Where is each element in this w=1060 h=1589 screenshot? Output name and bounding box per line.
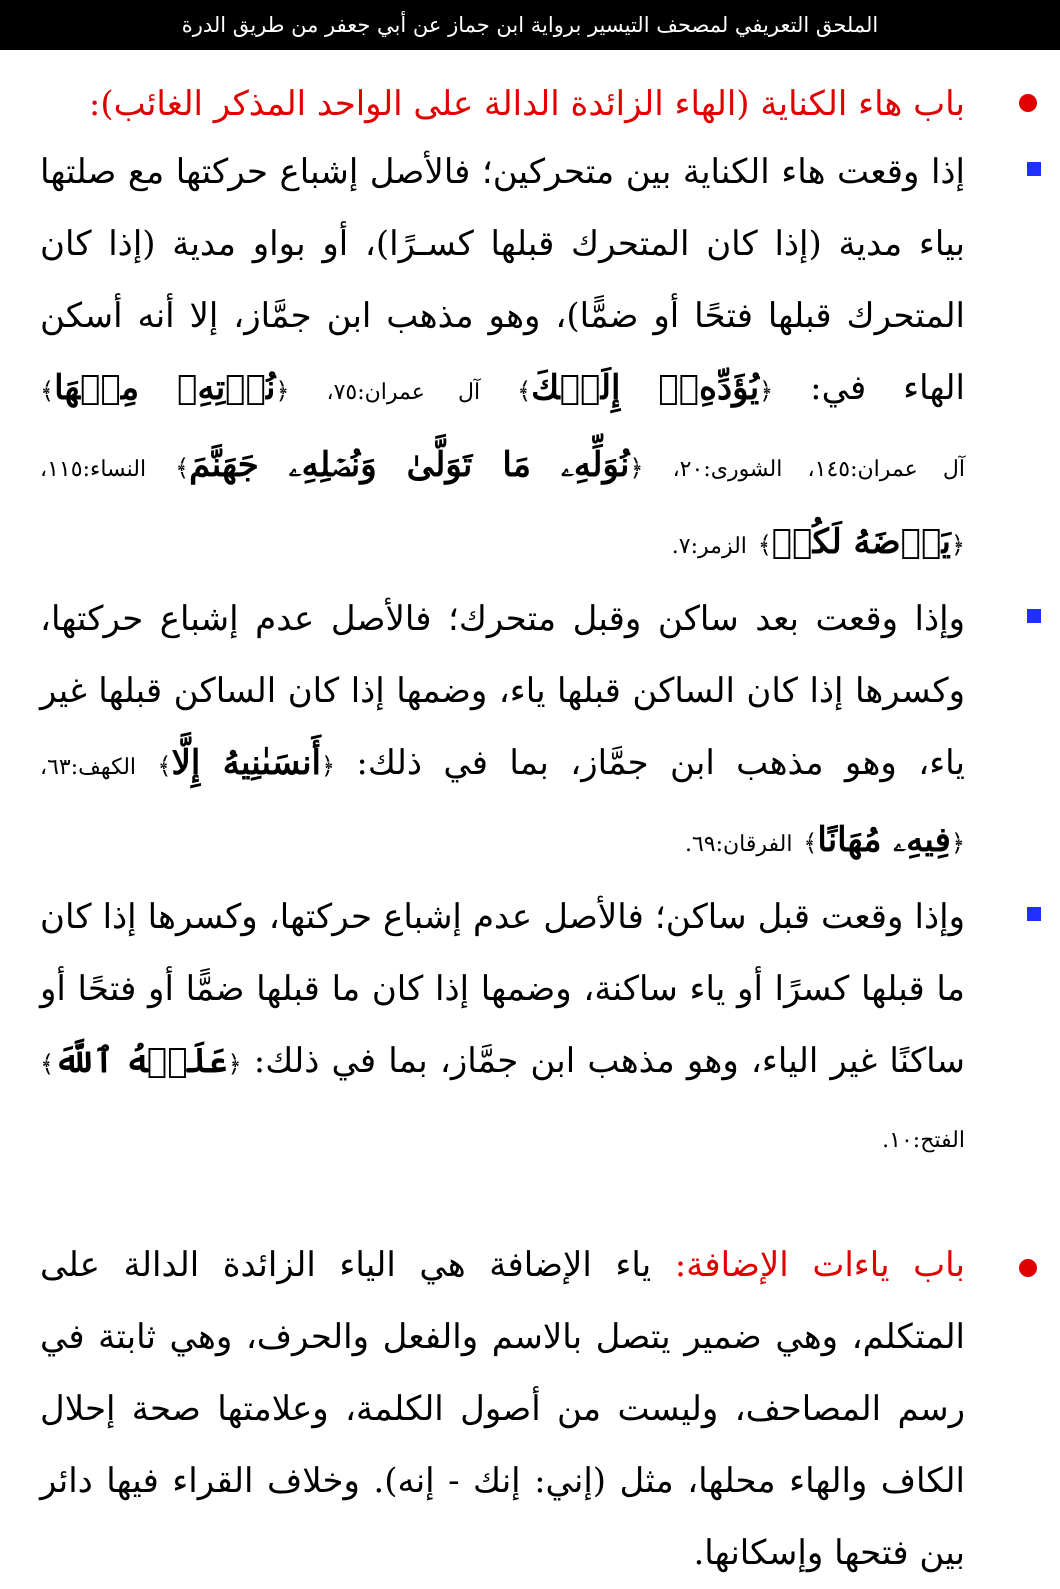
quran-bracket-close-icon: ﴾ [157,752,172,780]
red-bullet-icon [1019,1259,1037,1277]
blue-square-bullet-icon [1027,907,1041,921]
paragraph-text: إذا وقعت هاء الكناية بين متحركين؛ فالأصل إشباع حركتها مع صلتها بياء مدية (إذا كان المتحرك قبلها كسـرًا)، أو بواو مدية (إذا كان المتحرك قبلها فتحًا أو ضمًّا)، وهو مذهب ابن جمَّاز، إلا أنه أسكن الهاء في: [40,152,965,408]
quran-bracket-open-icon: ﴿ [227,1050,242,1078]
quran-verse: نُؤۡتِهِۦ مِنۡهَا [54,368,276,408]
quran-bracket-close-icon: ﴾ [40,1050,55,1078]
quran-verse: أَنسَىٰنِيهُ إِلَّا [171,743,321,783]
section-heading-text: باب ياءات الإضافة: [674,1245,965,1285]
paragraph-text: ياء الإضافة هي الياء الزائدة الدالة على المتكلم، وهي ضمير يتصل بالاسم والفعل والحرف، وهي ثابتة في رسم المصاحف، وليست من أصول الكلمة، وعلامتها صحة إحلال الكاف والهاء محلها، مثل (إني: إنك - إنه). وخلاف القراء فيها دائر بين فتحها وإسكانها. [40,1245,965,1573]
paragraph-after-sakin-before-voweled [40,583,965,881]
quran-bracket-close-icon: ﴾ [517,377,532,405]
header-title: الملحق التعريفي لمصحف التيسير برواية ابن جماز عن أبي جعفر من طريق الدرة [181,13,879,37]
quran-bracket-close-icon: ﴾ [175,454,190,482]
quran-verse: عَلَيۡهُ ٱللَّهَ [54,1041,228,1081]
quran-verse: نُوَلِّهِۦ مَا تَوَلَّىٰ وَنُصۡلِهِۦ جَهَنَّمَ [189,445,630,485]
quran-bracket-close-icon: ﴾ [803,829,818,857]
verse-reference: الفرقان:٦٩. [684,832,793,857]
quran-bracket-open-icon: ﴿ [629,454,644,482]
verse-reference: النساء:١١٥، [40,457,147,482]
section-heading-text: باب هاء الكناية (الهاء الزائدة الدالة على الواحد المذكر الغائب): [88,84,965,124]
paragraph-text: وإذا وقعت قبل ساكن؛ فالأصل عدم إشباع حركتها، وكسرها إذا كان ما قبلها كسرًا أو ياء ساكنة، وضمها إذا كان ما قبلها ضمًّا أو فتحًا أو ساكنًا غير الياء، وهو مذهب ابن جمَّاز، بما في ذلك: [40,897,965,1081]
quran-bracket-open-icon: ﴿ [950,829,965,857]
section-heading-ha-kinaya [40,72,965,136]
verse-reference: الزمر:٧. [671,534,747,559]
paragraph-text: وإذا وقعت بعد ساكن وقبل متحرك؛ فالأصل عدم إشباع حركتها، وكسرها إذا كان الساكن قبلها ياء، وضمها إذا كان الساكن قبلها غير ياء، وهو مذهب ابن جمَّاز، بما في ذلك: [40,599,966,783]
verse-reference: الفتح:١٠. [882,1128,965,1153]
paragraph-before-sakin [40,881,965,1177]
quran-verse: يُؤَدِّهِۦٓ إِلَيۡكَ [531,368,760,408]
section-spacer [40,1177,965,1229]
quran-bracket-open-icon: ﴿ [275,377,290,405]
paragraph-between-two-voweled [40,136,965,583]
section-yaat-idafa [40,1229,965,1589]
page-content [0,50,1060,1589]
quran-bracket-close-icon: ﴾ [757,531,772,559]
red-bullet-icon [1019,94,1037,112]
quran-verse: يَرۡضَهُ لَكُمۡ [771,522,951,562]
verse-reference: آل عمران:١٤٥، الشورى:٢٠، [672,457,966,482]
blue-square-bullet-icon [1027,162,1041,176]
quran-bracket-close-icon: ﴾ [40,377,55,405]
quran-bracket-open-icon: ﴿ [320,752,336,780]
page-header [0,0,1060,50]
quran-verse: فِيهِۦ مُهَانًا [817,820,951,860]
quran-bracket-open-icon: ﴿ [759,377,774,405]
quran-bracket-open-icon: ﴿ [950,531,965,559]
verse-reference: آل عمران:٧٥، [326,380,481,405]
verse-reference: الكهف:٦٣، [40,755,137,780]
blue-square-bullet-icon [1027,609,1041,623]
